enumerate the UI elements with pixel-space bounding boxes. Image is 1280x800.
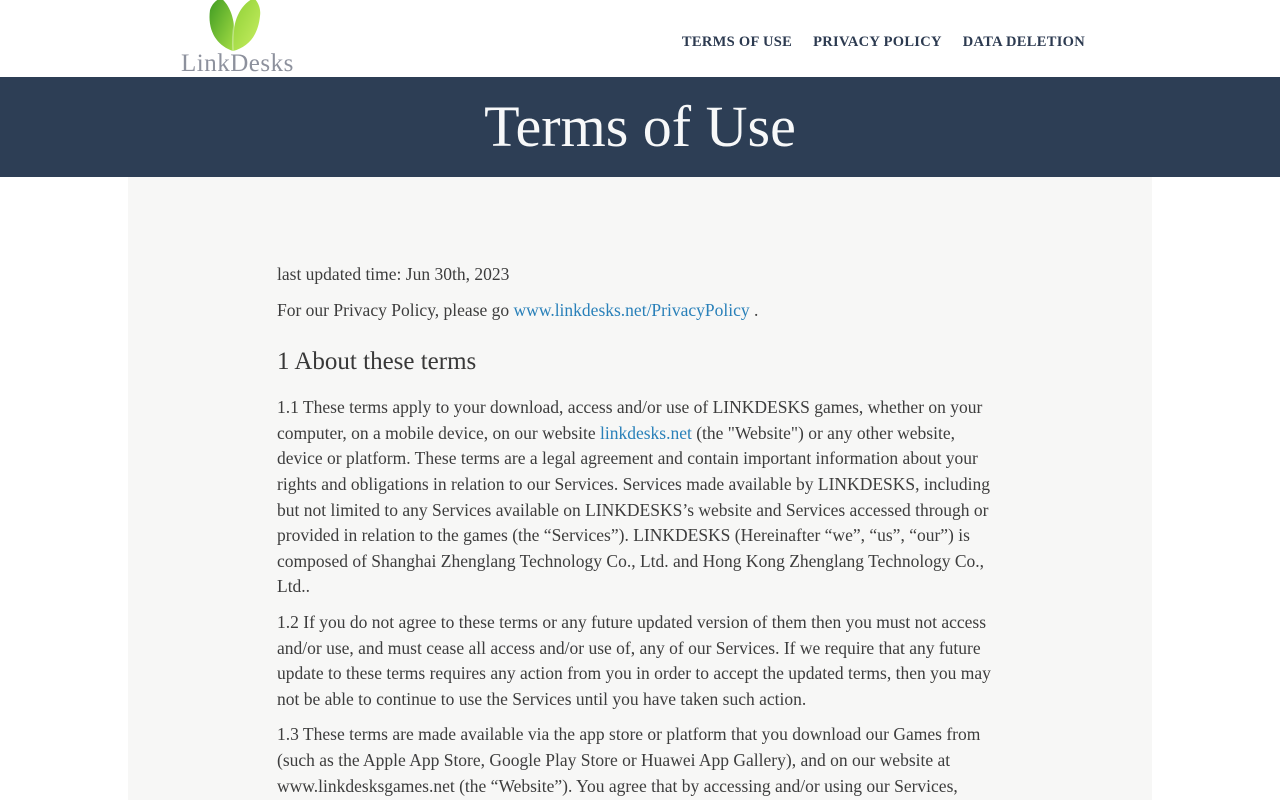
page-title: Terms of Use	[484, 94, 796, 159]
privacy-policy-line	[277, 298, 1003, 324]
privacy-line-suffix: .	[749, 299, 759, 320]
paragraph-1-1-text: 1.1 These terms apply to your download, access and/or use of LINKDESKS games, whether on your computer, on a mobile device, on our website	[277, 397, 983, 443]
paragraph-1-1	[277, 395, 1003, 600]
nav-terms-of-use[interactable]: TERMS OF USE	[681, 33, 793, 50]
section-heading-about-terms: 1 About these terms	[277, 348, 477, 376]
privacy-policy-link[interactable]: www.linkdesks.net/PrivacyPolicy	[513, 299, 750, 320]
header-container	[128, 0, 1152, 77]
content-area	[128, 177, 1152, 800]
leaf-icon	[181, 0, 285, 52]
nav-privacy-policy[interactable]: PRIVACY POLICY	[813, 33, 942, 50]
page-banner	[0, 77, 1280, 177]
paragraph-1-2: 1.2 If you do not agree to these terms or any future updated version of them then you must not access and/or use, and must cease all access and/or use of, any of our Services. If we require that any future update to these terms requires any action from you in order to accept the updated terms, then you may not be able to continue to use the Services until you have taken such action.	[277, 611, 991, 709]
last-updated-line: last updated time: Jun 30th, 2023	[277, 264, 510, 284]
main-nav	[661, 0, 1085, 77]
paragraph-1-1-suffix: (the "Website") or any other website, device or platform. These terms are a legal agreement and contain important information about your rights and obligations in relation to our Services. Services made available by LINKDESKS, including but not limited to any Services available on LINKDESKS’s website and Services accessed through or provided in relation to the games (the “Services”). LINKDESKS (Hereinafter “we”, “us”, “our”) is composed of Shanghai Zhenglang Technology Co., Ltd. and Hong Kong Zhenglang Technology Co., Ltd..	[277, 422, 990, 597]
brand-name: LinkDesks	[181, 50, 294, 77]
nav-data-deletion[interactable]: DATA DELETION	[962, 33, 1085, 50]
linkdesks-net-link[interactable]: linkdesks.net	[599, 422, 692, 443]
site-header	[0, 0, 1280, 77]
privacy-line-text: For our Privacy Policy, please go	[277, 299, 514, 320]
site-logo[interactable]	[181, 0, 294, 77]
paragraph-1-3: 1.3 These terms are made available via the app store or platform that you download our Games from (such as the Apple App Store, Google Play Store or Huawei App Gallery), and on our website at www.linkdesksgames.net (the “Website”). You agree that by accessing and/or using our Services,	[277, 724, 981, 796]
terms-article	[277, 262, 1003, 799]
